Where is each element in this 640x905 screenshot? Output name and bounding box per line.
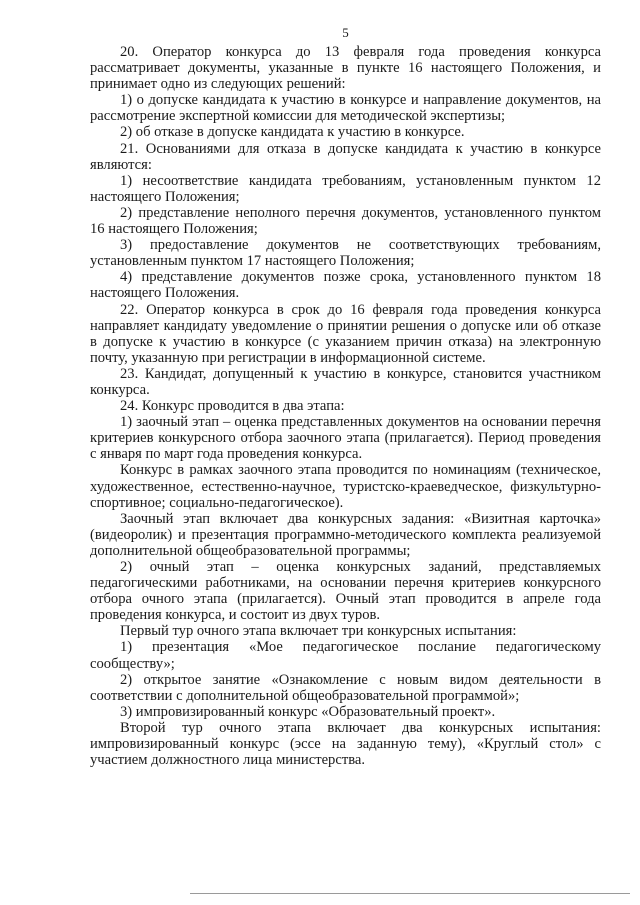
bottom-rule [190,893,630,894]
paragraph-20: 20. Оператор конкурса до 13 февраля года проведения конкурса рассматривает документы, указанные в пункте 16 настоящего Положения, и принимает одно из следующих решений: [90,44,601,93]
paragraph-first-round-item-3: 3) импровизированный конкурс «Образовательный проект». [120,703,496,720]
document-page [90,26,601,768]
paragraph-24-item-1: 1) заочный этап – оценка представленных документов на основании перечня критериев конкурсного отбора заочного этапа (прилагается). Период проведения с января по март года проведения конкурса. [90,414,601,463]
paragraph-21-item-3: 3) предоставление документов не соответствующих требованиям, установленным пунктом 17 настоящего Положения; [90,237,601,270]
paragraph-first-round-item-1: 1) презентация «Мое педагогическое послание педагогическому сообществу»; [90,639,601,672]
paragraph-21-item-1: 1) несоответствие кандидата требованиям, установленным пунктом 12 настоящего Положения; [90,172,601,205]
paragraph-first-round-item-2: 2) открытое занятие «Ознакомление с новым видом деятельности в соответствии с дополнительной общеобразовательной программой»; [90,671,601,704]
paragraph-21-item-4: 4) представление документов позже срока, установленного пунктом 18 настоящего Положения. [90,269,601,302]
paragraph-24: 24. Конкурс проводится в два этапа: [120,398,345,415]
page-number: 5 [342,25,349,40]
paragraph-24-correspondence-tasks: Заочный этап включает два конкурсных задания: «Визитная карточка» (видеоролик) и презентация программно-методического комплекта реализуемой дополнительной общеобразовательной программы; [90,510,601,559]
paragraph-first-round: Первый тур очного этапа включает три конкурсных испытания: [120,623,517,640]
paragraph-second-round: Второй тур очного этапа включает два конкурсных испытания: импровизированный конкурс (эссе на заданную тему), «Круглый стол» с участием должностного лица министерства. [90,719,601,769]
paragraph-21: 21. Основаниями для отказа в допуске кандидата к участию в конкурсе являются: [90,140,601,173]
paragraph-24-nominations: Конкурс в рамках заочного этапа проводится по номинациям (техническое, художественное, естественно-научное, туристско-краеведческое, физкультурно-спортивное; социально-педагогическое). [90,462,601,511]
paragraph-21-item-2: 2) представление неполного перечня документов, установленного пунктом 16 настоящего Положения; [90,204,601,238]
paragraph-20-item-2: 2) об отказе в допуске кандидата к участию в конкурсе. [120,124,465,141]
paragraph-20-item-1: 1) о допуске кандидата к участию в конкурсе и направление документов, на рассмотрение экспертной комиссии для методической экспертизы; [90,92,601,125]
paragraph-24-item-2: 2) очный этап – оценка конкурсных заданий, представляемых педагогическими работниками, на основании перечня критериев конкурсного отбора очного этапа (прилагается). Очный этап проводится в апреле года проведения конкурса, и состоит из двух туров. [90,559,601,624]
paragraph-22: 22. Оператор конкурса в срок до 16 февраля года проведения конкурса направляет кандидату уведомление о принятии решения о допуске или об отказе в допуске к участию в конкурсе (с указанием причин отказа) на электронную почту, указанную при регистрации в информационной системе. [90,301,601,366]
paragraph-23: 23. Кандидат, допущенный к участию в конкурсе, становится участником конкурса. [90,365,601,398]
